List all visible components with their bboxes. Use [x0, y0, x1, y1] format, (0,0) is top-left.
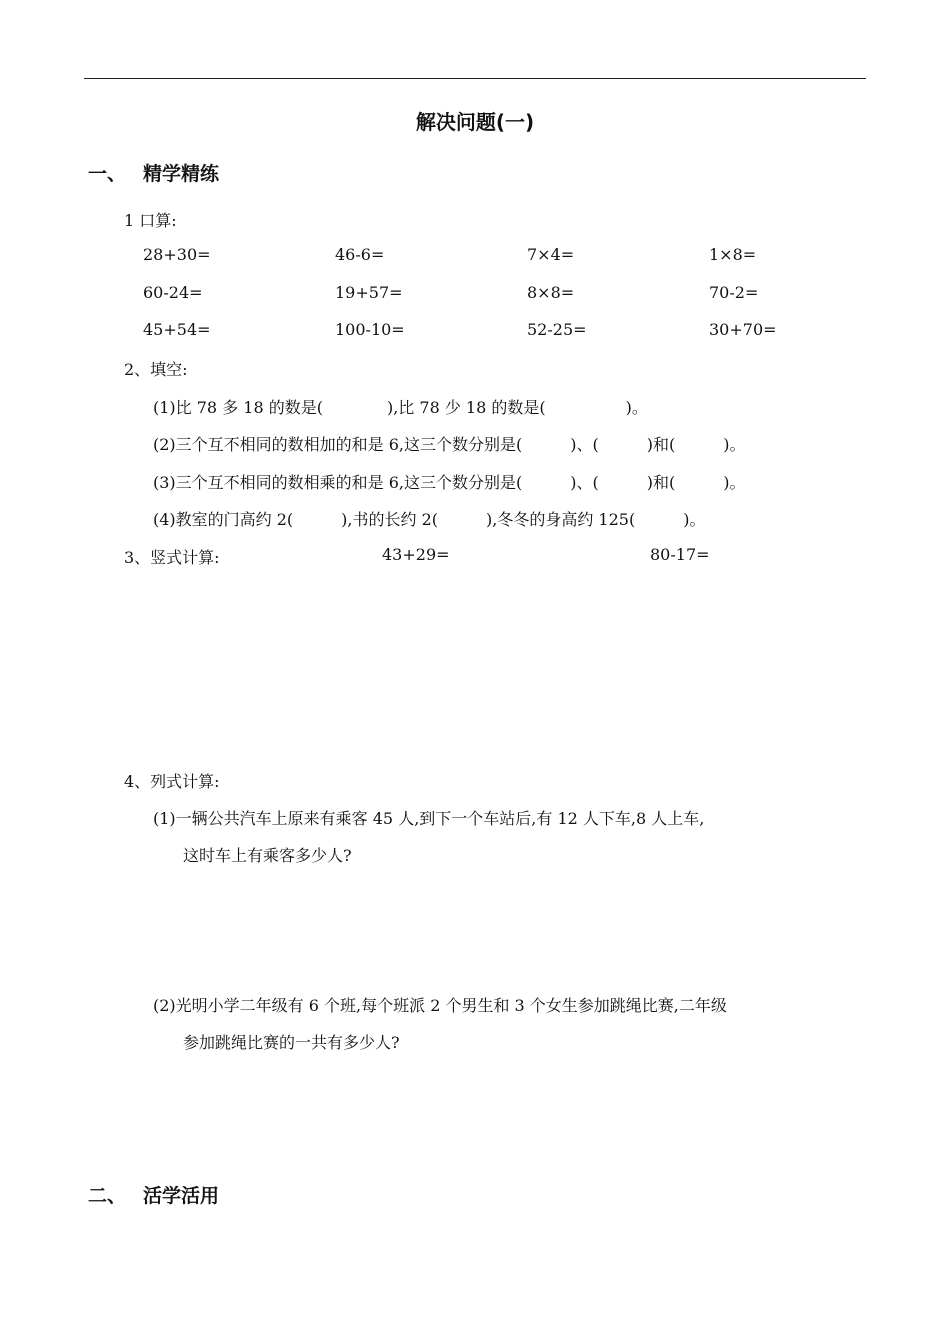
vertical-calc-item: 80-17=	[650, 545, 710, 564]
oral-calc-item: 45+54=	[143, 320, 211, 339]
oral-calc-item: 60-24=	[143, 283, 203, 302]
fill-blank-question: (4)教室的门高约 2( ),书的长约 2( ),冬冬的身高约 125( )。	[153, 510, 706, 529]
vertical-calc-label: 3、竖式计算:	[124, 548, 220, 567]
oral-calc-item: 30+70=	[709, 320, 777, 339]
section-1-number: 一、	[88, 163, 127, 185]
section-1-title: 精学精练	[143, 163, 220, 185]
oral-calc-item: 70-2=	[709, 283, 759, 302]
oral-calc-item: 8×8=	[527, 283, 575, 302]
fill-blank-label: 2、填空:	[124, 360, 188, 379]
oral-calc-item: 1×8=	[709, 245, 757, 264]
oral-calc-item: 46-6=	[335, 245, 385, 264]
oral-calc-label: 1 口算:	[124, 211, 177, 230]
vertical-calc-item: 43+29=	[382, 545, 450, 564]
oral-calc-item: 100-10=	[335, 320, 405, 339]
oral-calc-item: 52-25=	[527, 320, 587, 339]
oral-calc-item: 28+30=	[143, 245, 211, 264]
word-problem-2-line-1: (2)光明小学二年级有 6 个班,每个班派 2 个男生和 3 个女生参加跳绳比赛,二年级	[153, 996, 727, 1015]
word-problem-1-line-1: (1)一辆公共汽车上原来有乘客 45 人,到下一个车站后,有 12 人下车,8 人上车,	[153, 809, 705, 828]
section-2-number: 二、	[88, 1185, 127, 1207]
section-2-title: 活学活用	[143, 1185, 220, 1207]
word-problem-2-line-2: 参加跳绳比赛的一共有多少人?	[183, 1033, 400, 1052]
written-calc-label: 4、列式计算:	[124, 772, 220, 791]
top-rule	[84, 78, 866, 79]
page-title: 解决问题(一)	[415, 110, 535, 134]
word-problem-1-line-2: 这时车上有乘客多少人?	[183, 846, 352, 865]
fill-blank-question: (3)三个互不相同的数相乘的和是 6,这三个数分别是( )、( )和( )。	[153, 473, 746, 492]
fill-blank-question: (2)三个互不相同的数相加的和是 6,这三个数分别是( )、( )和( )。	[153, 435, 746, 454]
oral-calc-item: 19+57=	[335, 283, 403, 302]
fill-blank-question: (1)比 78 多 18 的数是( ),比 78 少 18 的数是( )。	[153, 398, 648, 417]
oral-calc-item: 7×4=	[527, 245, 575, 264]
